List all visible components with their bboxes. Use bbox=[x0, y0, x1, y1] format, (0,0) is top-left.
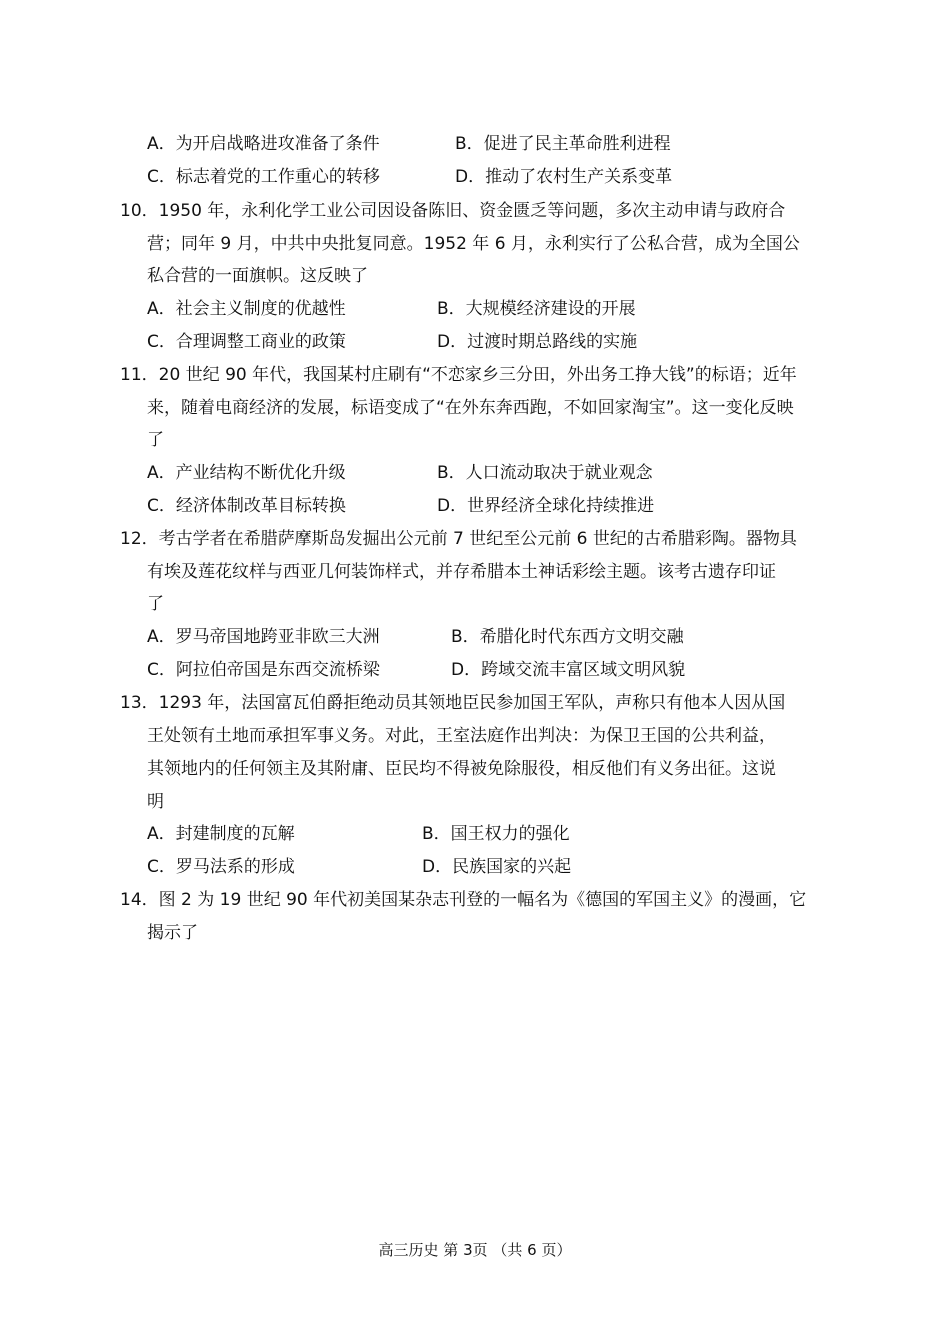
q13-option-d: D．民族国家的兴起 bbox=[422, 857, 572, 877]
q10-option-a: A．社会主义制度的优越性 bbox=[147, 299, 346, 319]
q11-stem-line-3: 了 bbox=[147, 430, 164, 450]
q9-option-c: C．标志着党的工作重心的转移 bbox=[147, 167, 380, 187]
q10-stem-line-1: 10．1950 年，永利化学工业公司因设备陈旧、资金匮乏等问题，多次主动申请与政府合 bbox=[120, 201, 786, 221]
q13-option-b: B．国王权力的强化 bbox=[422, 824, 570, 844]
q12-stem-line-1: 12．考古学者在希腊萨摩斯岛发掘出公元前 7 世纪至公元前 6 世纪的古希腊彩陶。器物具 bbox=[120, 529, 797, 549]
q12-option-b: B．希腊化时代东西方文明交融 bbox=[451, 627, 684, 647]
q14-stem-line-2: 揭示了 bbox=[147, 923, 198, 943]
q10-option-d: D．过渡时期总路线的实施 bbox=[437, 332, 638, 352]
page-footer: 高三历史 第 3页 （共 6 页） bbox=[378, 1241, 572, 1259]
q13-option-c: C．罗马法系的形成 bbox=[147, 857, 295, 877]
q9-option-d: D．推动了农村生产关系变革 bbox=[455, 167, 673, 187]
q10-option-c: C．合理调整工商业的政策 bbox=[147, 332, 346, 352]
q12-stem-line-2: 有埃及莲花纹样与西亚几何装饰样式，并存希腊本土神话彩绘主题。该考古遗存印证 bbox=[147, 562, 776, 582]
q11-option-d: D．世界经济全球化持续推进 bbox=[437, 496, 655, 516]
q13-stem-line-4: 明 bbox=[147, 792, 164, 812]
q11-option-a: A．产业结构不断优化升级 bbox=[147, 463, 346, 483]
q11-stem-line-1: 11．20 世纪 90 年代，我国某村庄刷有“不恋家乡三分田，外出务工挣大钱”的标语；近年 bbox=[120, 365, 797, 385]
q12-option-d: D．跨域交流丰富区域文明风貌 bbox=[451, 660, 686, 680]
q11-option-b: B．人口流动取决于就业观念 bbox=[437, 463, 653, 483]
q9-option-a: A．为开启战略进攻准备了条件 bbox=[147, 134, 380, 154]
q9-option-b: B．促进了民主革命胜利进程 bbox=[455, 134, 671, 154]
q10-stem-line-3: 私合营的一面旗帜。这反映了 bbox=[147, 266, 368, 286]
q10-option-b: B．大规模经济建设的开展 bbox=[437, 299, 636, 319]
q11-stem-line-2: 来，随着电商经济的发展，标语变成了“在外东奔西跑，不如回家淘宝”。这一变化反映 bbox=[147, 398, 794, 418]
q13-stem-line-3: 其领地内的任何领主及其附庸、臣民均不得被免除服役，相反他们有义务出征。这说 bbox=[147, 759, 776, 779]
q12-option-a: A．罗马帝国地跨亚非欧三大洲 bbox=[147, 627, 380, 647]
q12-stem-line-3: 了 bbox=[147, 594, 164, 614]
q13-stem-line-1: 13．1293 年，法国富瓦伯爵拒绝动员其领地臣民参加国王军队，声称只有他本人因从国 bbox=[120, 693, 786, 713]
q13-option-a: A．封建制度的瓦解 bbox=[147, 824, 295, 844]
q14-stem-line-1: 14．图 2 为 19 世纪 90 年代初美国某杂志刊登的一幅名为《德国的军国主义》的漫画，它 bbox=[120, 890, 807, 910]
q11-option-c: C．经济体制改革目标转换 bbox=[147, 496, 346, 516]
q12-option-c: C．阿拉伯帝国是东西交流桥梁 bbox=[147, 660, 380, 680]
q13-stem-line-2: 王处领有土地而承担军事义务。对此，王室法庭作出判决：为保卫王国的公共利益， bbox=[147, 726, 776, 746]
q10-stem-line-2: 营；同年 9 月，中共中央批复同意。1952 年 6 月，永利实行了公私合营，成为全国公 bbox=[147, 234, 800, 254]
